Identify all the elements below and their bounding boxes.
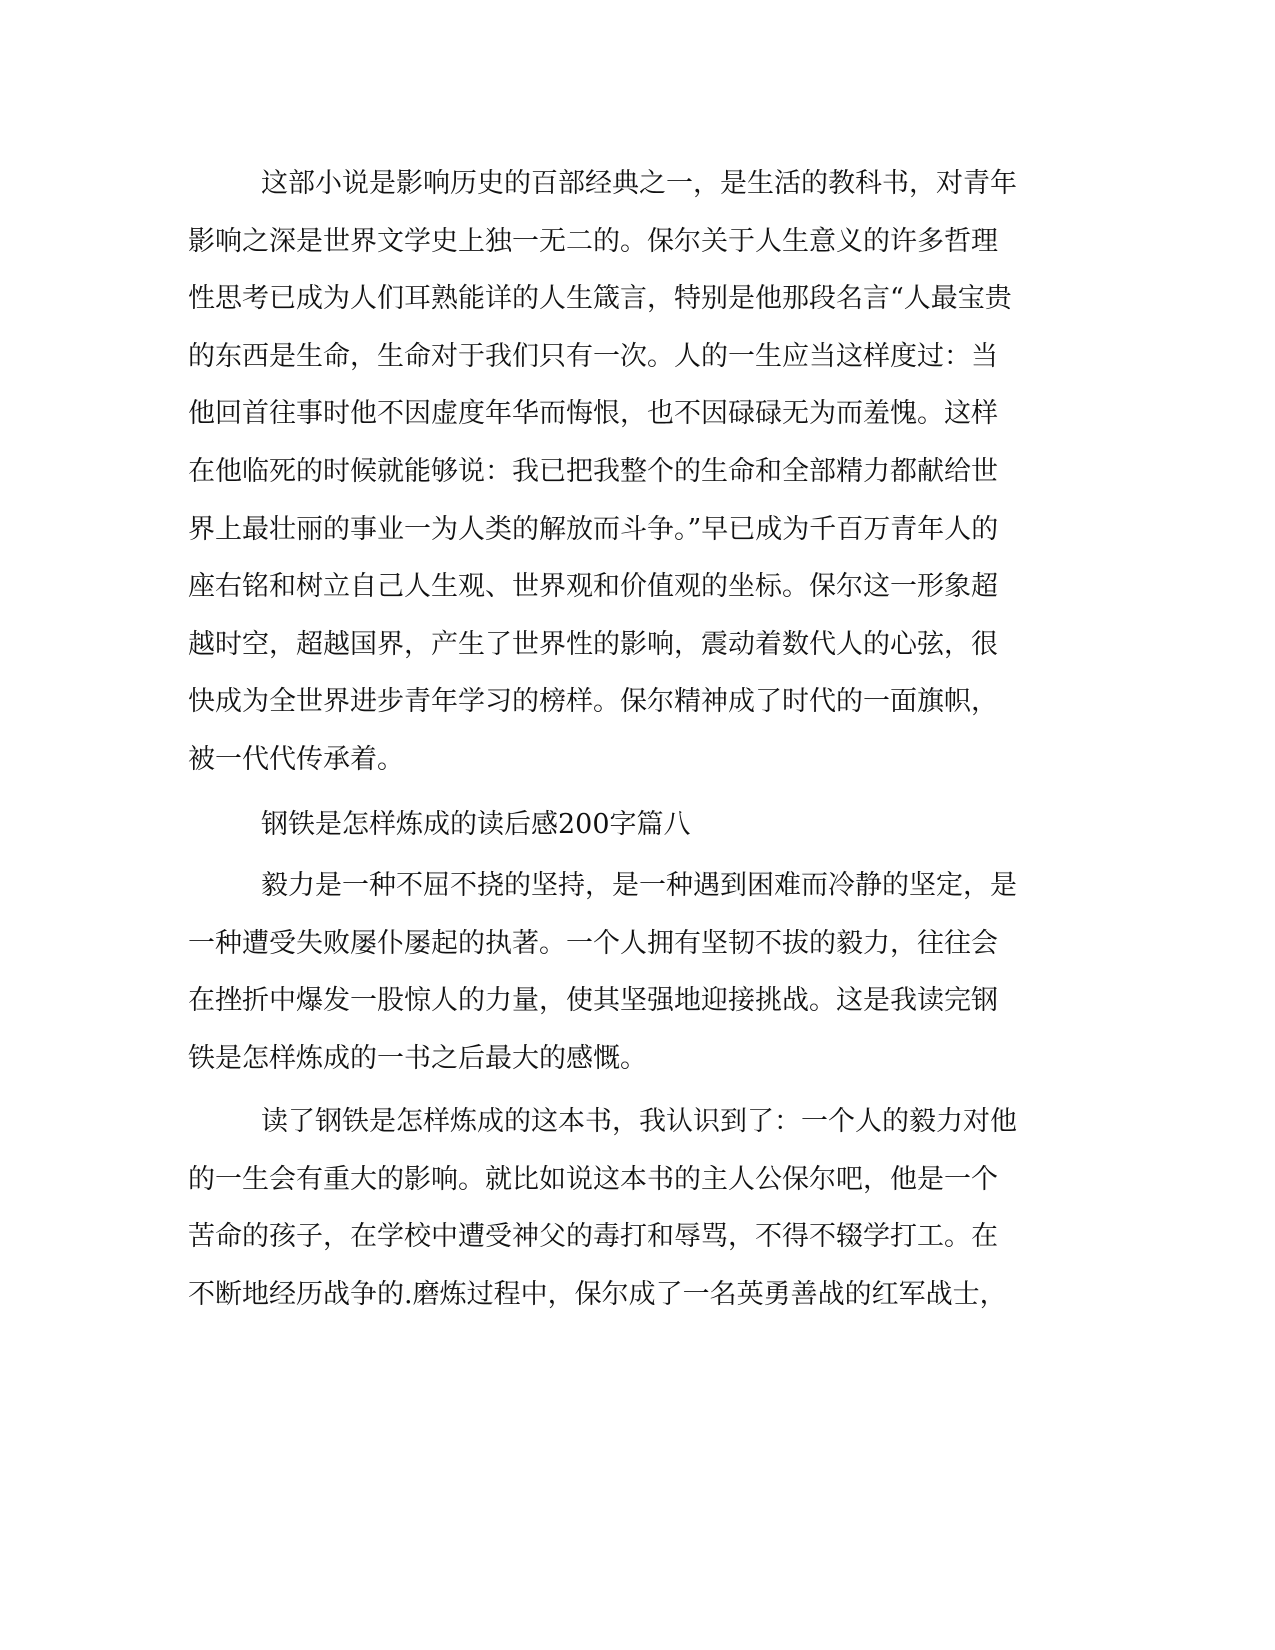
paragraph-line: 的东西是生命，生命对于我们只有一次。人的一生应当这样度过：当 [188,341,998,372]
paragraph-line: 一种遭受失败屡仆屡起的执著。一个人拥有坚韧不拔的毅力，往往会 [188,928,998,959]
paragraph-line: 他回首往事时他不因虚度年华而悔恨，也不因碌碌无为而羞愧。这样 [188,398,998,429]
paragraph-line: 读了钢铁是怎样炼成的这本书，我认识到了：一个人的毅力对他 [261,1106,1017,1137]
paragraph-line: 影响之深是世界文学史上独一无二的。保尔关于人生意义的许多哲理 [188,226,998,257]
paragraph-line: 苦命的孩子，在学校中遭受神父的毒打和辱骂，不得不辍学打工。在 [188,1221,998,1252]
paragraph-line: 界上最壮丽的事业一为人类的解放而斗争。”早已成为千百万青年人的 [188,514,999,545]
paragraph-line: 的一生会有重大的影响。就比如说这本书的主人公保尔吧，他是一个 [188,1164,998,1195]
paragraph-line: 不断地经历战争的.磨炼过程中，保尔成了一名英勇善战的红军战士， [188,1279,1007,1310]
paragraph-line: 在他临死的时候就能够说：我已把我整个的生命和全部精力都献给世 [188,456,998,487]
paragraph-line: 这部小说是影响历史的百部经典之一，是生活的教科书，对青年 [261,168,1017,199]
paragraph-line: 快成为全世界进步青年学习的榜样。保尔精神成了时代的一面旗帜， [188,686,998,717]
paragraph-line: 铁是怎样炼成的一书之后最大的感慨。 [188,1043,647,1074]
paragraph-line: 座右铭和树立自己人生观、世界观和价值观的坐标。保尔这一形象超 [188,571,998,602]
paragraph-line: 被一代代传承着。 [188,744,404,775]
section-heading: 钢铁是怎样炼成的读后感200字篇八 [261,809,691,840]
paragraph-line: 毅力是一种不屈不挠的坚持，是一种遇到困难而冷静的坚定，是 [261,870,1017,901]
paragraph-line: 越时空，超越国界，产生了世界性的影响，震动着数代人的心弦，很 [188,629,998,660]
paragraph-line: 在挫折中爆发一股惊人的力量，使其坚强地迎接挑战。这是我读完钢 [188,985,998,1016]
paragraph-line: 性思考已成为人们耳熟能详的人生箴言，特别是他那段名言“人最宝贵 [188,283,1012,314]
